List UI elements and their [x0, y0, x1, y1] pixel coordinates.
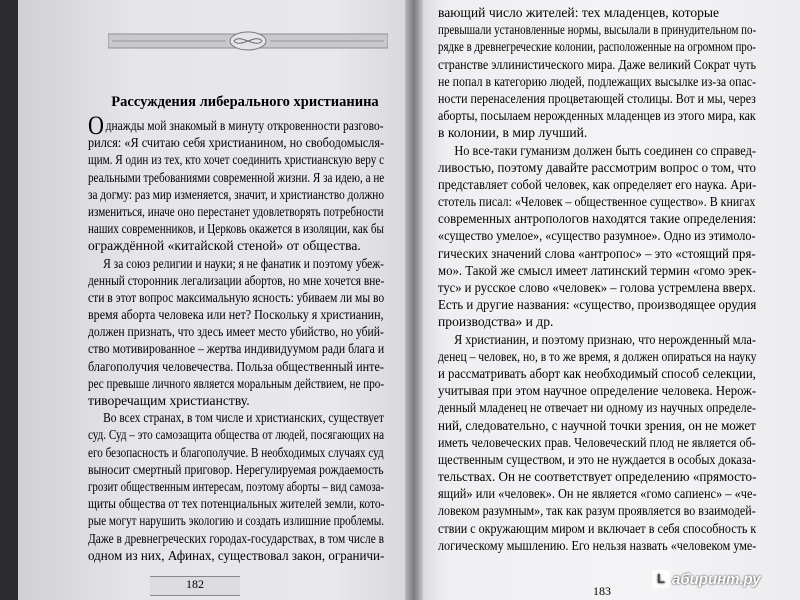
- right-page-text: [438, 4, 756, 554]
- text-line: ловеком разумным», так как разум проявляется во взаимодей-: [438, 503, 756, 519]
- text-line: тиворечащим христианству.: [88, 393, 250, 408]
- text-line: учитывая при этом научное определение человека. Нерож-: [438, 383, 757, 399]
- text-line: ящий» или «человек». Он не является «гомо сапиенс» – «че-: [438, 486, 757, 502]
- text-line: одном из них, Афинах, существовал закон, ограничи-: [88, 547, 385, 563]
- page-number-right: 183: [593, 584, 611, 598]
- text-line: тус» и русское слово «человек» – голова устремлена вверх.: [438, 280, 756, 295]
- page-number-left: 182: [150, 576, 240, 596]
- text-line: Но все-таки гуманизм должен быть соединен со справед-: [454, 142, 757, 158]
- text-line: рые могут нарушить экологию и создать излишние проблемы.: [88, 513, 385, 529]
- text-line: за догму: раз мир изменяется, значит, и христианство должно: [88, 186, 384, 202]
- text-line: производства» и др.: [438, 314, 554, 330]
- text-line: ствии с окружающим миром и включает в себя способность к: [438, 520, 757, 536]
- text-line: щественным существом, и это не нуждается в особых доказа-: [438, 451, 756, 467]
- text-line: рился: «Я считаю себя христианином, но свободомысля-: [88, 135, 385, 151]
- text-line: гических значений слова «антропос» – это «стоящий пря-: [438, 245, 756, 261]
- text-line: Во всех странах, в том числе и христианских, существует: [103, 410, 384, 426]
- text-line: Я христианин, и поэтому признаю, что нерожденный мла-: [454, 331, 756, 347]
- text-line: представляет собой человек, как определяет его наука. Ари-: [438, 176, 757, 192]
- text-line: время аборта человека или нет? Поскольку я христианин,: [88, 307, 384, 323]
- text-line: денный сторонник легализации абортов, но мне хочется вне-: [88, 272, 385, 288]
- text-line: денный младенец не отвечает ни одному из научных определе-: [438, 400, 756, 416]
- left-page-text: [88, 111, 385, 564]
- text-line: странстве эллинистического мира. Даже великий Сократ чуть: [438, 56, 757, 72]
- text-line: «существо умелое», «существо разумное». Одно из этимоло-: [438, 228, 756, 244]
- watermark-text: абиринт.ру: [672, 570, 761, 588]
- text-line: Однажды мой знакомый в минуту откровенности разгово-: [88, 111, 384, 140]
- text-line: должен признать, что здесь имеет место убийство, но убий-: [88, 324, 384, 340]
- book-gutter: [405, 0, 423, 600]
- text-line: и рассматривать аборт как необходимый способ селекции,: [438, 365, 756, 381]
- chapter-ornament: [108, 30, 388, 52]
- chapter-title: Рассуждения либерального христианина: [111, 94, 379, 110]
- text-line: ливостью, поэтому давайте рассмотрим вопрос о том, что: [438, 159, 756, 175]
- text-line: логическому мышлению. Его нельзя назвать «человеком уме-: [438, 537, 757, 553]
- text-line: не попал в категорию людей, подлежащих высылке из-за опас-: [438, 73, 756, 89]
- text-line: Я за союз религии и науки; я не фанатик и поэтому убеж-: [103, 255, 384, 271]
- text-line: сти в этот вопрос максимальную ясность: убиваем ли мы во: [88, 289, 385, 305]
- text-line: тельствах. Он не соответствует определению «прямосто-: [438, 469, 757, 485]
- text-line: благополучия человечества. Польза общественный инте-: [88, 358, 384, 374]
- text-line: в колонии, в мир лучший.: [438, 125, 588, 141]
- text-line: ности перенаселения процветающей столицы. Вот и мы, через: [438, 90, 756, 106]
- labirint-logo-icon: L: [652, 570, 670, 588]
- text-line: мо». Такой же смысл имеет латинский термин «гомо эрек-: [438, 262, 757, 278]
- text-line: ний, следовательно, с научной точки зрения, он не может: [438, 417, 756, 433]
- text-line: реальными требованиями современной жизни. Я за идею, а не: [88, 169, 385, 185]
- text-line: стотель писал: «Человек – общественное существо». В книгах: [438, 194, 756, 210]
- text-line: иметь человеческих прав. Человеческий плод не является об-: [438, 434, 756, 450]
- text-line: Есть и другие названия: «существо, производящее орудия: [438, 297, 757, 313]
- text-line: грозит общественным интересам, поэтому аборты – вид самоза-: [88, 478, 385, 494]
- text-line: его безопасность и благополучие. В необходимых случаях суд: [88, 444, 384, 460]
- text-line: рядке в древнегреческие колонии, расположенные на огромном про-: [438, 39, 756, 55]
- text-line: превышали установленные нормы, высылали в принудительном по-: [438, 22, 757, 38]
- text-line: суд. Суд – это самозащита общества от людей, посягающих на: [88, 427, 385, 443]
- text-line: измениться, иначе оно перестанет удовлетворять потребности: [88, 203, 384, 219]
- text-line: ограждённой «китайской стеной» от общества.: [88, 238, 361, 254]
- drop-cap: О: [88, 111, 104, 140]
- text-line: наших современников, и Церковь окажется в изоляции, как бы: [88, 221, 384, 237]
- text-line: Даже в древнегреческих городах-государствах, в том числе в: [88, 530, 384, 546]
- text-line: выносит смертный приговор. Нерегулируемая рождаемость: [88, 461, 384, 477]
- text-line: вающий число жителей: тех младенцев, которые: [438, 5, 720, 20]
- text-line: щим. Я один из тех, кто хочет соединить христианскую веру с: [88, 152, 385, 168]
- text-line: ство мотивированное – жертва индивидуумом ради блага и: [88, 341, 385, 357]
- text-line: щиты общества от тех потенциальных жителей земли, кото-: [88, 496, 385, 512]
- text-line: рес превыше личного является моральным действием, не про-: [88, 375, 385, 391]
- text-line: аборты, посылаем нерожденных младенцев из этого мира, как: [438, 108, 756, 124]
- text-line: современных антропологов находятся такие определения:: [438, 211, 757, 227]
- text-line: денец – человек, но, в то же время, я должен опираться на науку: [438, 348, 757, 364]
- labirint-watermark: [652, 569, 761, 589]
